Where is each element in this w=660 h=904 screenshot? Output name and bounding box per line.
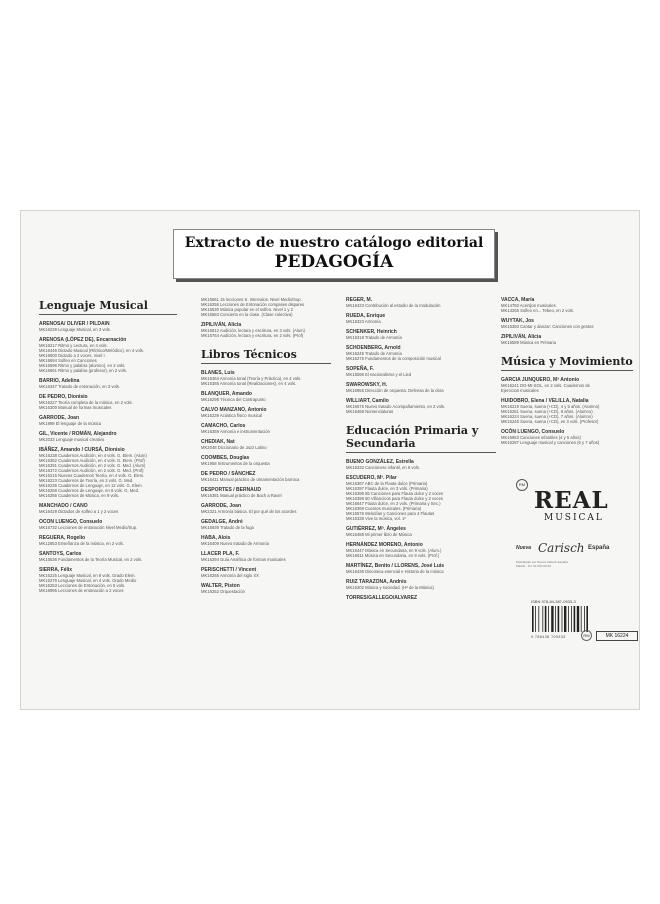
entry-item: MK16227 Teoría completa de la música, en 2 vols. xyxy=(39,400,133,405)
entry-item: MK16661 15 lecciones S. Intervalos. Nivel Medio/Sup. xyxy=(201,297,302,302)
entry-author: REGER, M. xyxy=(346,297,373,303)
barcode-digits: 9 788438 709333 xyxy=(531,635,566,639)
entry-item: MK16812 Audición, lectura y escritura, en 3 vols. (Alum) xyxy=(201,328,306,333)
entry-item: MK16647 Flauta dulce, en 2 vols. (Primaria y Sec.) xyxy=(346,501,441,506)
entry-author: SANTOYS, Carlos xyxy=(39,551,82,557)
entry-item: MK16436 Discoteca esencial e Historia de la música xyxy=(346,569,444,574)
section-heading: Educación Primaria y Secundaria xyxy=(346,424,496,453)
barcode-bar xyxy=(574,606,576,632)
catalog-subtitle: Extracto de nuestro catálogo editorial xyxy=(184,235,484,251)
catalog-code: MK 16224 xyxy=(596,631,638,641)
entry-item: MK16694 Solfeo en Canciones xyxy=(39,358,97,363)
catalog-entry xyxy=(501,297,633,313)
entry-author: ZIPILIVÁN, Alicia xyxy=(201,322,242,328)
title-box xyxy=(173,229,495,279)
catalog-entry xyxy=(39,337,177,373)
catalog-entry xyxy=(201,455,331,466)
barcode-bar xyxy=(542,606,543,632)
entry-author: PERISCHETTI / Vincent xyxy=(201,567,257,573)
entry-item: MK2033 Lenguaje musical creativo xyxy=(39,437,105,442)
entry-item: MK16953 Canciones infantiles (4 y 5 años) xyxy=(501,435,581,440)
distributor-logo xyxy=(516,541,631,559)
entry-item: MK13265 Solfeo en... Tebeo, en 2 vols. xyxy=(501,308,575,313)
entry-item: MK16251 Suena, suena (+CD), 6 años. (Alumno) xyxy=(501,409,593,414)
catalog-entry xyxy=(201,439,331,450)
entry-item: MK16298 Técnica del Contrapunto xyxy=(201,397,266,402)
entry-item: MK16447 Música en Secundaria, en 9 vols. (Alum.) xyxy=(346,548,442,553)
entry-item: MK16367 ABC de la Flauta dulce (Primaria) xyxy=(346,481,428,486)
catalog-entry xyxy=(201,322,331,338)
entry-author: MANCHADO / CANO xyxy=(39,503,88,509)
entry-item: MK16409 Nuevo tratado de Armonía xyxy=(201,541,269,546)
entry-item: MK16764 Audición, lectura y escritura, en 2 vols. (Prof) xyxy=(201,333,304,338)
barcode-bar xyxy=(545,606,547,632)
entry-item: MK16266 Cuadernos de Música, en 9 vols. xyxy=(39,493,120,498)
entry-item: MK16396 65 Canciones para Flauta dulce y 2 voces xyxy=(346,491,444,496)
entry-item: MK16995 Lecciones de entonación a 2 voces xyxy=(39,588,124,593)
entry-item: MK16294 Guía Analítica de formas musicales xyxy=(201,557,286,562)
entry-author: GUTIÉRREZ, Mª. Ángeles xyxy=(346,526,406,532)
logo-main-text: REAL xyxy=(534,487,609,514)
entry-item: MK16219 Suena, suena (+CD), 4 y 5 años. (Alumno) xyxy=(501,404,600,409)
entry-author: BLANQUER, Amando xyxy=(201,391,252,397)
entry-item: MK16256 Lecciones de Entonación compases dispares xyxy=(201,302,305,307)
entry-author: GEDALGE, André xyxy=(201,519,243,525)
entry-author: HUIDOBRO, Elena / VELILLA, Natalia xyxy=(501,398,589,404)
entry-author: ESCUDERO, Mª. Pilar xyxy=(346,475,397,481)
catalog-entry xyxy=(39,535,177,546)
entry-item: MK16245 Tratado de Armonía xyxy=(346,351,402,356)
entry-item: MK16939 Tratado de la fuga xyxy=(201,525,254,530)
entry-author: IBÁÑEZ, Amando / CURSÁ, Dionisio xyxy=(39,447,125,453)
entry-item: MK16596 Ritmo y palabra (alumno), en 2 vols. xyxy=(39,363,126,368)
entry-item: MK16338 Vive la música, vol. 1º xyxy=(346,516,406,521)
entry-item: MK16583 Concierto en la clase. (Clase colectiva) xyxy=(201,312,293,317)
barcode-bar xyxy=(571,606,572,632)
catalog-entry xyxy=(39,415,177,426)
entry-author: ARENOSA/ OLIVER / PILDAIN xyxy=(39,321,110,327)
entry-item: MK16287 Lenguaje musical y canciones (6 y 7 años) xyxy=(501,440,600,445)
logo-sub-text: MUSICAL xyxy=(544,513,604,523)
entry-item: MK16611 Música en Secundaria, en 9 vols. (Prof.) xyxy=(346,553,440,558)
real-musical-logo xyxy=(516,479,626,539)
catalog-entry xyxy=(39,503,177,514)
entry-item: MK16381 Manual práctico de Bach a Ravel xyxy=(201,493,282,498)
distributor-name: Carisch xyxy=(538,541,585,555)
catalog-entry xyxy=(201,407,331,418)
entry-author: GARCIA JUNQUERO, Mª Antonio xyxy=(501,377,580,383)
barcode-bar xyxy=(551,606,553,632)
catalog-entry xyxy=(39,551,177,562)
entry-author: DESPORTES / BERNAUD xyxy=(201,487,262,493)
entry-item: MK16397 Flauta dulce, en 3 vols. (Primaria) xyxy=(346,486,428,491)
catalog-entry xyxy=(501,377,633,393)
entry-item: MK16393 Cantar y danzar: Canciones con gestos xyxy=(501,324,594,329)
entry-item: MK16955 Dirección de orquesta. Defensa de la obra xyxy=(346,388,444,393)
entry-author: WILLIART, Camilo xyxy=(346,398,389,404)
entry-item: MK16575 Nuevo tratado Acompañamiento, en 2 vols. xyxy=(346,404,446,409)
entry-item: MK16253 Lecciones de Entonación, en 5 vols. xyxy=(39,583,126,588)
entry-item: MK16488 Mi primer libro de Música xyxy=(346,532,412,537)
catalog-entry xyxy=(501,429,633,445)
barcode-bar xyxy=(581,606,582,632)
catalog-entry xyxy=(346,459,496,470)
entry-author: BARRIO, Adelina xyxy=(39,378,80,384)
entry-item: MK1958 Instrumentos de la orquesta xyxy=(201,461,270,466)
entry-item: MK16246 Suena, suena (+CD), en 3 vols. (Profesor) xyxy=(501,419,599,424)
catalog-entry xyxy=(201,503,331,514)
entry-item: MK16265 Armonía del siglo XX xyxy=(201,573,259,578)
catalog-entry xyxy=(346,313,496,324)
entry-author: GARRODE, Joan xyxy=(201,503,242,509)
catalog-entry xyxy=(346,595,496,601)
entry-item: MK16661 Ritmo y palabra (profesor), en 2 vols. xyxy=(39,368,127,373)
entry-item: MK16332 Cancionero infantil, en 6 vols. xyxy=(346,465,421,470)
catalog-entry xyxy=(201,567,331,578)
entry-item: MK16530 Música popular en el solfeo. Nivel 1 y 2 xyxy=(201,307,293,312)
entry-author: RUEDA, Enrique xyxy=(346,313,386,319)
catalog-entry xyxy=(346,579,496,590)
column-1 xyxy=(39,297,177,598)
entry-item: MK16411 Manual práctico de ornamentación barroca xyxy=(201,477,300,482)
distributor-prefix: Nueva xyxy=(516,545,532,551)
entry-author: CAMACHO, Carlos xyxy=(201,423,246,429)
barcode-bar xyxy=(532,606,534,632)
entry-item: MK16241 DO-MI-SOL, en 2 vols. Cuadernos de xyxy=(501,383,590,388)
entry-item: MK16364 Armonía tonal (Teoría y Práctica), en 4 vols. xyxy=(201,376,302,381)
entry-author: TORRES/GALLEGO/ALVAREZ xyxy=(346,595,418,601)
entry-item: MK16268 Cuadernos de Lenguaje, en 6 vols. G. Med. xyxy=(39,488,140,493)
distributor-address xyxy=(516,561,631,568)
catalog-entry xyxy=(346,329,496,340)
entry-item: MK16225 Lenguaje Musical, en 8 vols. Grado Elem. xyxy=(39,573,136,578)
entry-item: MK16224 Suena, suena (+CD), 7 años. (Alumno) xyxy=(501,414,593,419)
entry-item: MK2321 Armonía básica. El por qué de los acordes xyxy=(201,509,297,514)
entry-item: MK16536 Fundamentos de la Teoría Musical, en 2 vols. xyxy=(39,557,143,562)
catalog-entry xyxy=(201,487,331,498)
barcode-bar xyxy=(558,606,560,632)
entry-item: MK16323 Armonía xyxy=(346,319,381,324)
catalog-entry xyxy=(346,475,496,521)
entry-item: MK16362 Cuadernos Audición, en 4 vols. G. Elem. (Prof) xyxy=(39,458,145,463)
address-line: Madrid · Tel. 91 000 00 00 xyxy=(516,564,551,568)
catalog-entry xyxy=(201,370,331,386)
catalog-entry xyxy=(346,366,496,377)
barcode-bar xyxy=(568,606,569,632)
entry-item: MK16732 Lecciones de entonación Nivel Medio/Sup. xyxy=(39,525,138,530)
column-4 xyxy=(501,297,633,450)
entry-item: Ejercicios musicales xyxy=(501,388,539,393)
catalog-entry xyxy=(201,391,331,402)
entry-item: MK16252 Orquestación xyxy=(201,589,245,594)
entry-author: GIL, Vicente / ROMÁN, Alejandro xyxy=(39,431,117,437)
catalog-entry xyxy=(39,431,177,442)
entry-item: MK16223 Cuadernos de Teoría, en 2 vols. G. Med. xyxy=(39,478,134,483)
entry-item: MK16369 Cuentos musicales. (Primaria) xyxy=(346,506,422,511)
catalog-entry xyxy=(346,297,496,308)
entry-author: SIERRA, Félix xyxy=(39,567,73,573)
catalog-entry xyxy=(201,535,331,546)
entry-author: MARTÍNEZ, Benito / LLORENS, José Luis xyxy=(346,563,445,569)
entry-item: MK16429 Dictados de solfeo a 1 y 2 voces xyxy=(39,509,119,514)
catalog-entry xyxy=(346,563,496,574)
catalog-entry xyxy=(201,551,331,562)
entry-item: MK1998 El lenguaje de la música xyxy=(39,421,102,426)
entry-author: CALVO MANZANO, Antonio xyxy=(201,407,267,413)
catalog-entry xyxy=(501,398,633,424)
entry-author: SOPEÑA, F. xyxy=(346,366,374,372)
entry-author: SCHENKER, Heinrich xyxy=(346,329,397,335)
catalog-entry xyxy=(201,583,331,594)
catalog-entry xyxy=(39,567,177,593)
catalog-entry xyxy=(201,297,331,317)
barcode-bar xyxy=(538,606,539,632)
entry-item: MK16359 Armonía e instrumentación xyxy=(201,429,270,434)
address-line: Distribuidor por Nueva Carisch España xyxy=(516,561,568,564)
entry-author: ARENOSA (LÓPEZ DE), Encarnación xyxy=(39,337,127,343)
catalog-entry xyxy=(39,378,177,389)
barcode-bar xyxy=(535,606,536,632)
catalog-sheet xyxy=(20,210,640,710)
entry-author: RUIZ TARAZONA, Andrés xyxy=(346,579,407,585)
section-heading: Música y Movimiento xyxy=(501,355,633,371)
barcode-bar xyxy=(562,606,563,632)
entry-item: MK14750 Acertijos musicales xyxy=(501,303,556,308)
catalog-entry xyxy=(346,345,496,361)
entry-author: HABA, Alois xyxy=(201,535,231,541)
catalog-entry xyxy=(201,519,331,530)
catalog-entry xyxy=(346,398,496,414)
entry-item: MK16276 Lenguaje Musical, en 4 vols. Grado Medio xyxy=(39,578,137,583)
catalog-entry xyxy=(39,519,177,530)
barcode-bar xyxy=(548,606,549,632)
catalog-title: PEDAGOGÍA xyxy=(274,252,394,272)
entry-item: MK16217 Ritmo y Lectura, en 4 vols. xyxy=(39,343,108,348)
barcode-bar xyxy=(577,606,579,632)
entry-author: HERNÁNDEZ MORENO, Antonio xyxy=(346,542,423,548)
entry-item: MK16236 Cuadernos de Lenguaje, en 12 vols. G. Elem. xyxy=(39,483,143,488)
catalog-entry xyxy=(39,394,177,410)
entry-author: SWAROWSKY, H. xyxy=(346,382,388,388)
column-2 xyxy=(201,297,331,599)
entry-author: DE PEDRO, Dionisio xyxy=(39,394,88,400)
entry-author: OCON LUENGO, Consuelo xyxy=(39,519,103,525)
entry-author: GARRODE, Joan xyxy=(39,415,80,421)
entry-item: MK2048 Diccionario de Jazz Latino xyxy=(201,445,267,450)
entry-author: VACCA, María xyxy=(501,297,535,303)
code-rm-badge: RM xyxy=(581,630,592,641)
barcode-bar xyxy=(586,606,588,632)
rm-badge: RM xyxy=(516,479,528,491)
entry-item: MK16318 Tratado de Armonía xyxy=(346,335,402,340)
entry-item: MK16500 Dictado a 2 voces, nivel I xyxy=(39,353,105,358)
entry-item: MK16347 Tratado de entonación, en 3 vols. xyxy=(39,384,121,389)
entry-item: MK16576 Melodías y Canciones para 4 Flautas xyxy=(346,511,435,516)
entry-item: MK16239 Acústica físico musical xyxy=(201,413,262,418)
entry-author: ZIPILIVÁN, Alicia xyxy=(501,334,542,340)
catalog-entry xyxy=(39,321,177,332)
entry-author: WALTER, Piston xyxy=(201,583,240,589)
catalog-entry xyxy=(346,542,496,558)
entry-item: MK16372 Cuadernos Audición, en 2 vols. G. Med. (Prof) xyxy=(39,468,144,473)
entry-author: WUYTAK, Jos xyxy=(501,318,534,324)
barcode-bar xyxy=(564,606,566,632)
entry-item: MK16275 Fundamentos de la composición musical xyxy=(346,356,441,361)
entry-item: MK16239 Lenguaje Musical, en 3 vols. xyxy=(39,327,111,332)
catalog-entry xyxy=(201,471,331,482)
entry-author: OCÓN LUENGO, Consuelo xyxy=(501,429,565,435)
catalog-entry xyxy=(501,334,633,345)
column-3 xyxy=(346,297,496,606)
entry-item: MK16589 Música en Primaria xyxy=(501,340,556,345)
entry-item: MK16596 El nacionalismo y el Lied xyxy=(346,372,412,377)
entry-author: LLACER PLA, F. xyxy=(201,551,240,557)
barcode-bar xyxy=(584,606,585,632)
entry-item: MK16468 Nomenclaturas xyxy=(346,409,394,414)
barcode-bar xyxy=(555,606,556,632)
entry-item: MK16385 Armonía tonal (Realizaciones), en 4 vols. xyxy=(201,381,297,386)
catalog-entry xyxy=(501,318,633,329)
entry-item: MK12853 Enseñanza de la música, en 2 vols. xyxy=(39,541,124,546)
entry-author: COOMBES, Douglas xyxy=(201,455,250,461)
entry-author: DE PEDRO / SÁNCHEZ xyxy=(201,471,256,477)
section-heading: Libros Técnicos xyxy=(201,348,331,364)
entry-item: MK16423 Contribución al estudio de la modulación xyxy=(346,303,441,308)
entry-author: CHEDIAK, Nat xyxy=(201,439,235,445)
catalog-entry xyxy=(346,526,496,537)
entry-item: MK16291 Cuadernos Audición, en 2 vols. G. Med. (Alum) xyxy=(39,463,146,468)
catalog-entry xyxy=(346,382,496,393)
isbn-text: ISBN 978-84-387-0933-3 xyxy=(531,599,576,604)
distributor-suffix: España xyxy=(588,545,610,551)
entry-item: MK16300 Manual de formas musicales xyxy=(39,405,112,410)
catalog-entry xyxy=(39,447,177,498)
entry-item: MK16446 Dictado Musical (Rítmico/Melódico), en 4 vols. xyxy=(39,348,144,353)
entry-author: BUENO GONZÁLEZ, Estrella xyxy=(346,459,414,465)
entry-author: BLANES, Luis xyxy=(201,370,235,376)
entry-item: MK16396 50 Villancicos para Flauta dulce y 2 voces xyxy=(346,496,443,501)
catalog-entry xyxy=(201,423,331,434)
entry-item: MK16238 Cuadernos Audición, en 4 vols. G. Elem. (Alum) xyxy=(39,453,147,458)
section-heading: Lenguaje Musical xyxy=(39,299,177,315)
entry-author: REGUERA, Rogelio xyxy=(39,535,86,541)
entry-item: MK16215 Nuevos Cuadernos Teoría, en 4 vols. G. Elem. xyxy=(39,473,145,478)
entry-item: MK16302 Música y sociedad. (Hª de la Música) xyxy=(346,585,434,590)
entry-author: SCHOENBERG, Arnold xyxy=(346,345,401,351)
